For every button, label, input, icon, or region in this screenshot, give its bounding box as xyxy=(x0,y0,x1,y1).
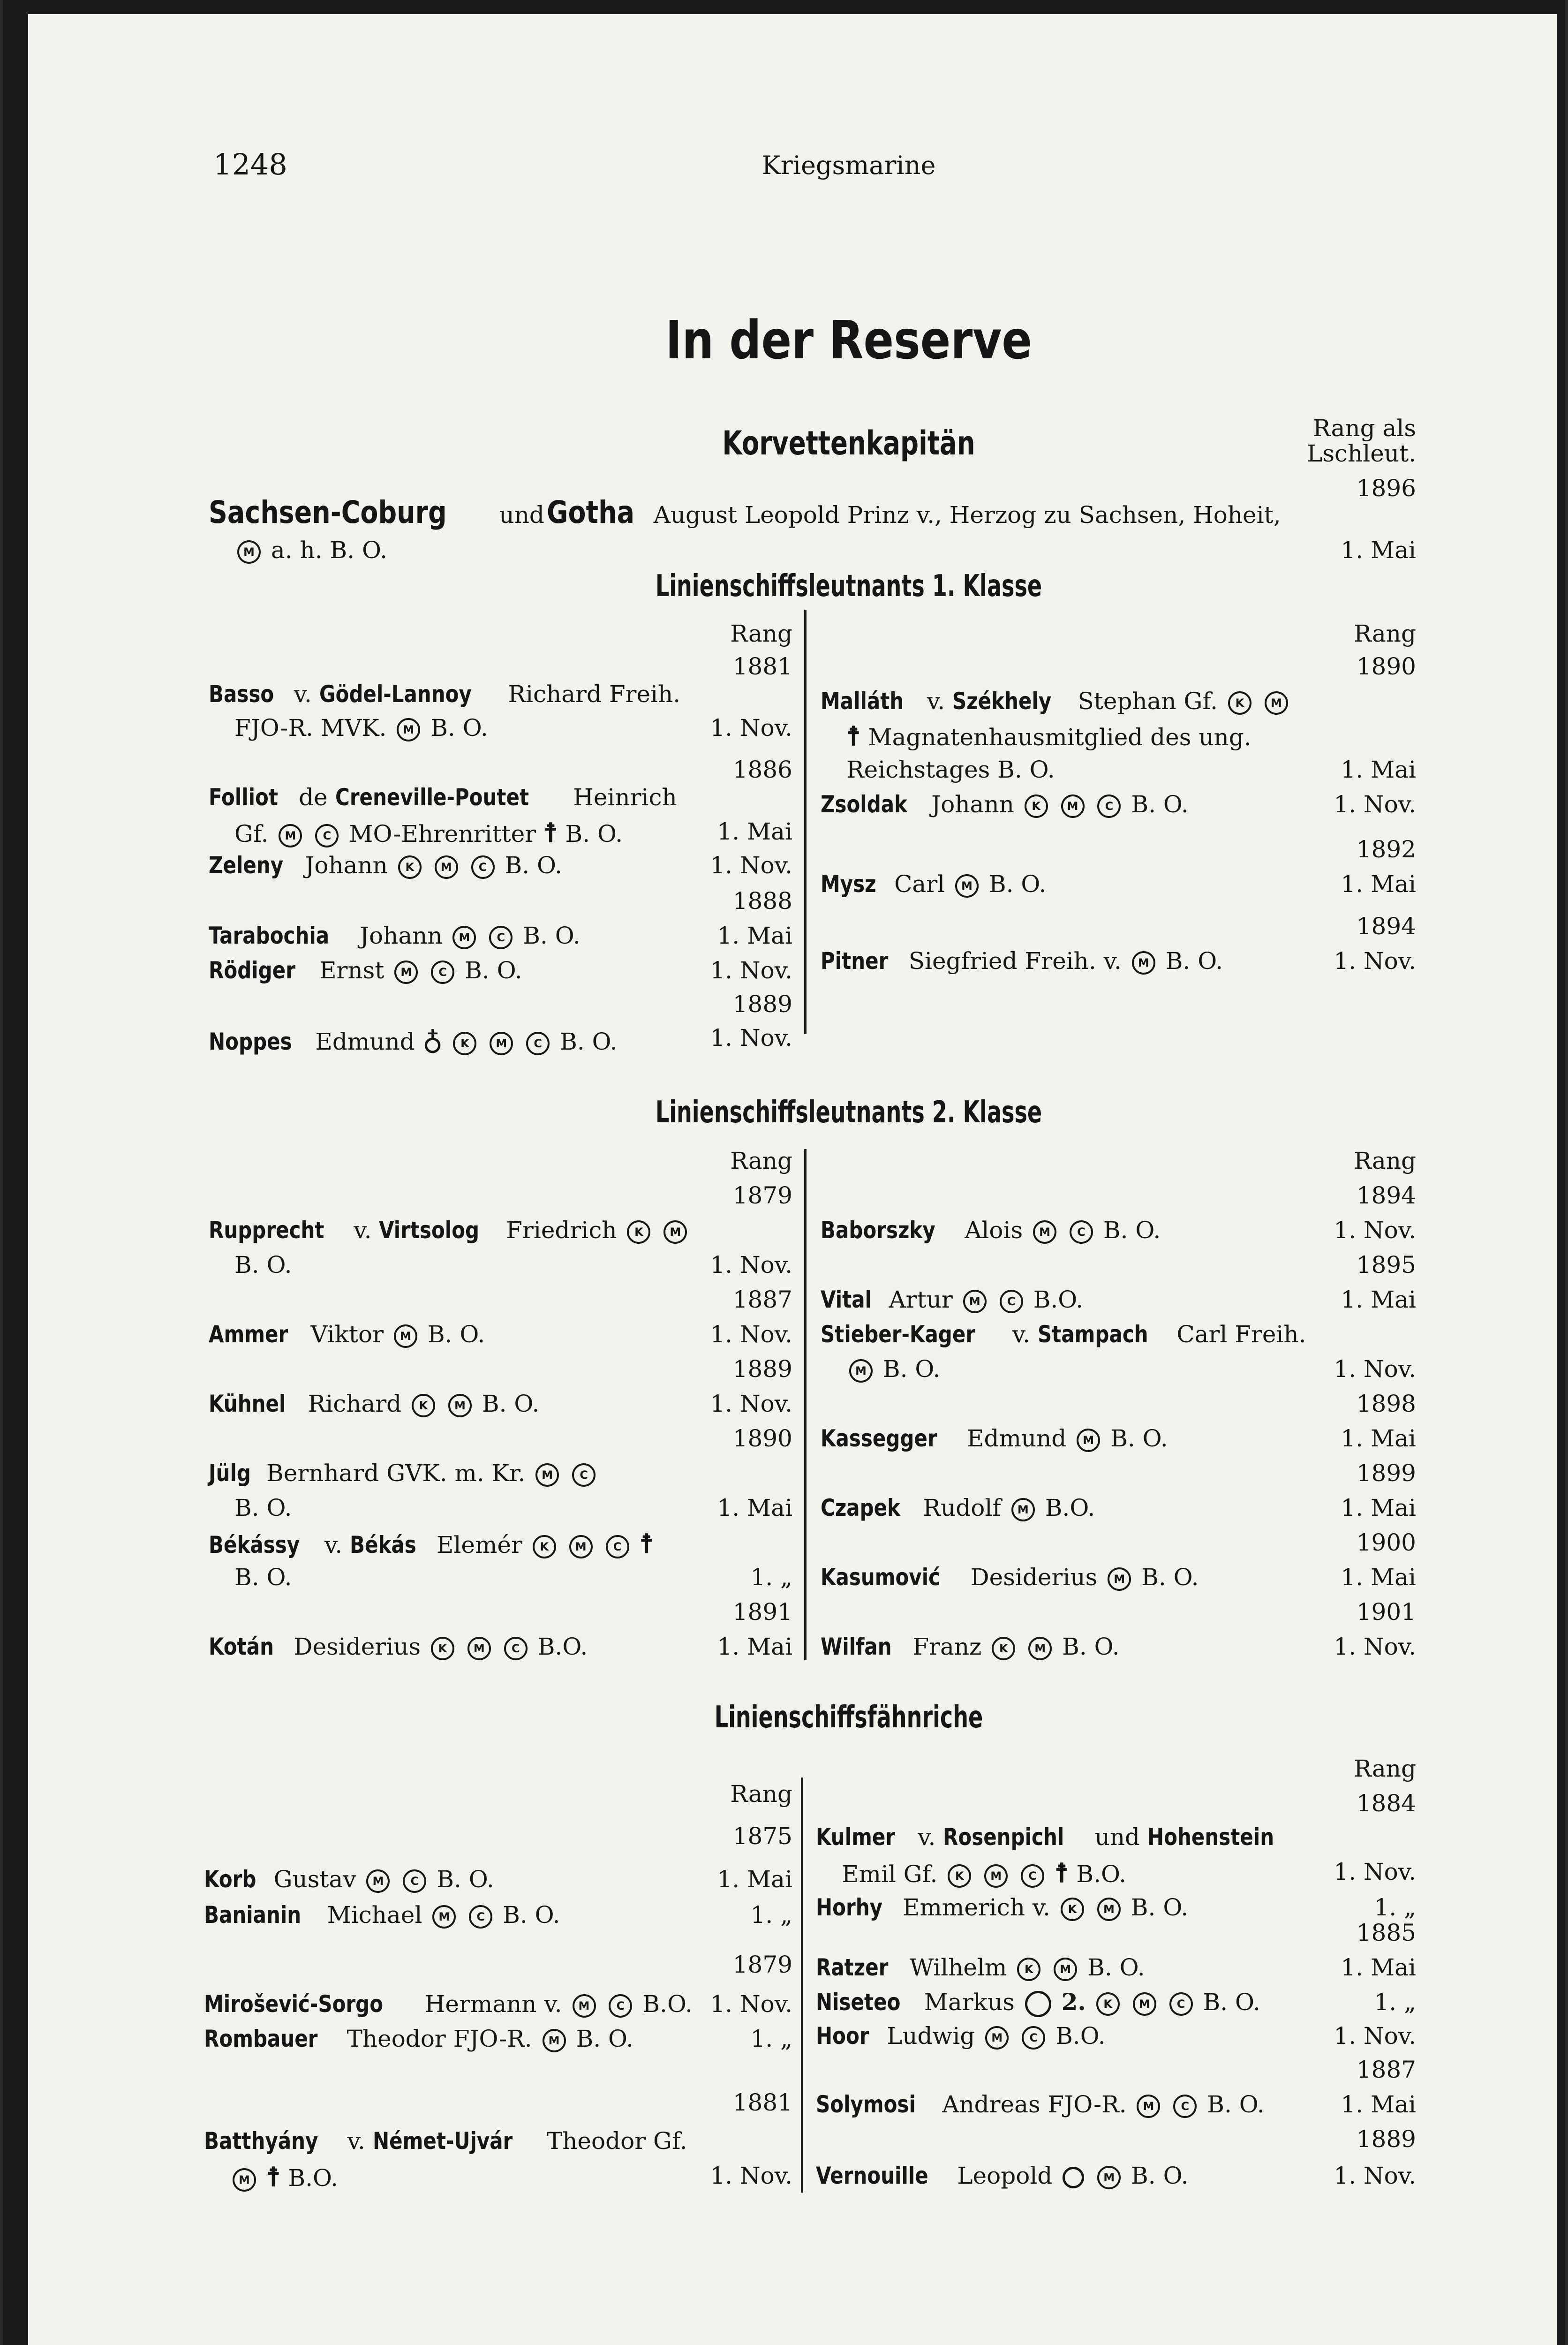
medal-c-icon: C xyxy=(1070,1220,1093,1244)
entry-name: Ratzer xyxy=(816,1954,889,1981)
entry-name: Solymosi xyxy=(816,2091,916,2118)
entry-rupprecht: Rupprecht v. Virtsolog Friedrich K M xyxy=(209,1218,690,1244)
section-heading-lsf: Linienschiffsfähnriche xyxy=(714,1700,983,1735)
rang-year: 1879 xyxy=(732,1951,792,1978)
medal-k-icon: K xyxy=(1017,1958,1040,1981)
entry-date: 1. Nov. xyxy=(1334,791,1416,818)
ring-order-icon xyxy=(1025,1991,1051,2017)
rang-year: 1890 xyxy=(1356,653,1416,680)
medal-c-icon: C xyxy=(315,824,339,847)
entry-date: 1. Nov. xyxy=(710,1251,792,1278)
medal-c-icon: C xyxy=(1097,794,1121,818)
entry-name: Kühnel xyxy=(209,1390,286,1417)
entry-date: 1. Nov. xyxy=(1334,1633,1416,1660)
medal-m-icon: M xyxy=(1265,691,1288,715)
entry-baborszky: Baborszky Alois M C B. O. xyxy=(821,1217,1161,1244)
entry-mysz: Mysz Carl M B. O. xyxy=(821,870,1047,898)
entry-hoor: Hoor Ludwig M C B.O. xyxy=(816,2022,1106,2050)
entry-name: Horhy xyxy=(816,1894,882,1921)
rang-label: Rang xyxy=(730,620,792,647)
entry-date: 1. „ xyxy=(750,2025,792,2052)
entry-name: Rosenpichl xyxy=(943,1823,1064,1851)
entry-kuehnel: Kühnel Richard K M B. O. xyxy=(209,1390,540,1417)
medal-k-icon: K xyxy=(398,855,422,879)
entry-banianin: Banianin Michael M C B. O. xyxy=(204,1901,560,1929)
entry-vital: Vital Artur M C B.O. xyxy=(821,1286,1084,1313)
entry-pitner: Pitner Siegfried Freih. v. M B. O. xyxy=(821,947,1223,975)
entry-name: Kulmer xyxy=(816,1823,896,1851)
page xyxy=(28,14,1557,2345)
medal-k-icon: K xyxy=(533,1535,556,1558)
entry-name: Gödel-Lannoy xyxy=(319,681,472,708)
entry-niseteo: Niseteo Markus 2. K M C B. O. xyxy=(816,1990,1260,2017)
entry-juelg: Jülg Bernhard GVK. m. Kr. M C xyxy=(209,1461,598,1487)
rang-year: 1889 xyxy=(732,1355,792,1383)
entry-line: M B. O. xyxy=(846,1357,940,1383)
medal-m-icon: M xyxy=(1137,2095,1160,2118)
rang-year: 1881 xyxy=(732,2089,792,2116)
medal-c-icon: C xyxy=(1022,2026,1045,2050)
medal-m-icon: M xyxy=(397,718,420,741)
entry-date: 1. Mai xyxy=(1341,1494,1416,1521)
rang-label: Rang xyxy=(730,1780,792,1808)
entry-name: Zsoldak xyxy=(821,791,908,818)
entry-name: Jülg xyxy=(209,1460,251,1487)
page-title: In der Reserve xyxy=(665,310,1032,371)
entry-line: Reichstages B. O. xyxy=(846,756,1055,783)
entry-date: 1. Nov. xyxy=(1334,1217,1416,1244)
entry-mallath: Malláth v. Székhely Stephan Gf. K M xyxy=(821,689,1291,715)
entry-date: 1. Nov. xyxy=(710,957,792,984)
entry-czapek: Czapek Rudolf M B.O. xyxy=(821,1494,1095,1521)
entry-basso: Basso v. Gödel-Lannoy Richard Freih. xyxy=(209,681,681,708)
medal-m-icon: M xyxy=(394,961,418,984)
medal-m-icon: M xyxy=(955,874,979,898)
entry-kassegger: Kassegger Edmund M B. O. xyxy=(821,1425,1168,1452)
cross-icon: ☨ xyxy=(1054,1858,1069,1889)
medal-k-icon: K xyxy=(431,1637,454,1660)
medal-m-icon: M xyxy=(279,824,302,847)
entry-mirosevic: Mirošević-Sorgo Hermann v. M C B.O. xyxy=(204,1990,693,2018)
entry-name: Korb xyxy=(204,1866,256,1893)
entry-name: Wilfan xyxy=(821,1633,892,1660)
medal-m-icon: M xyxy=(467,1637,491,1660)
entry-kasumovic: Kasumović Desiderius M B. O. xyxy=(821,1564,1199,1591)
page-number: 1248 xyxy=(213,147,287,182)
entry-text: und xyxy=(499,501,544,529)
entry-date: 1. Nov. xyxy=(1334,947,1416,975)
medal-m-icon: M xyxy=(535,1463,559,1487)
rang-year: 1884 xyxy=(1356,1790,1416,1817)
medal-k-icon: K xyxy=(948,1864,971,1888)
cross-icon: ☨ xyxy=(846,721,861,752)
medal-c-icon: C xyxy=(431,961,454,984)
rang-year: 1887 xyxy=(732,1286,792,1313)
rang-year: 1896 xyxy=(1356,475,1416,502)
entry-date: 1. Nov. xyxy=(710,714,792,741)
medal-k-icon: K xyxy=(1025,794,1048,818)
entry-line: Emil Gf. K M C ☨ B.O. xyxy=(842,1858,1126,1889)
entry-date: 1. Nov. xyxy=(1334,1858,1416,1885)
entry-date: 1. Mai xyxy=(1341,1286,1416,1313)
entry-name: Mysz xyxy=(821,870,876,898)
medal-c-icon: C xyxy=(1169,1992,1193,2016)
entry-name: Rödiger xyxy=(209,957,295,984)
entry-stieber: Stieber-Kager v. Stampach Carl Freih. xyxy=(821,1321,1306,1348)
entry-name: Kotán xyxy=(209,1633,274,1660)
entry-name: Gotha xyxy=(547,494,635,530)
medal-k-icon: K xyxy=(627,1220,650,1244)
entry-date: 1. Nov. xyxy=(710,2162,792,2189)
entry-name: Basso xyxy=(209,681,274,708)
rang-year: 1895 xyxy=(1356,1251,1416,1278)
entry-bekassy: Békássy v. Békás Elemér K M C ☨ xyxy=(209,1528,654,1559)
entry-name: Baborszky xyxy=(821,1217,935,1244)
entry-ratzer: Ratzer Wilhelm K M B. O. xyxy=(816,1954,1145,1981)
medal-m-icon: M xyxy=(663,1220,687,1244)
medal-c-icon: C xyxy=(606,1535,629,1558)
medal-m-icon: M xyxy=(435,855,458,879)
medal-m-icon: M xyxy=(543,2029,566,2052)
rang-year: 1889 xyxy=(1356,2126,1416,2153)
medal-c-icon: C xyxy=(403,1869,426,1893)
ring-icon: ♁ xyxy=(422,1024,443,1057)
entry-date: 1. „ xyxy=(750,1901,792,1929)
medal-c-icon: C xyxy=(526,1032,550,1055)
entry-horhy: Horhy Emmerich v. K M B. O. xyxy=(816,1894,1189,1921)
entry-rombauer: Rombauer Theodor FJO-R. M B. O. xyxy=(204,2025,634,2052)
entry-date: 1. Mai xyxy=(1341,537,1416,564)
entry-name: Banianin xyxy=(204,1901,302,1929)
entry-date: 1. Mai xyxy=(1341,1425,1416,1452)
entry-name: Székhely xyxy=(952,688,1052,715)
entry-date: 1. Mai xyxy=(717,818,792,845)
entry-line: M a. h. B. O. xyxy=(234,538,387,564)
medal-k-icon: K xyxy=(1061,1898,1084,1921)
entry-line: B. O. xyxy=(234,1494,292,1521)
medal-m-icon: M xyxy=(1054,1958,1077,1981)
entry-name: Mirošević-Sorgo xyxy=(204,1990,384,2018)
entry-name: Kassegger xyxy=(821,1425,937,1452)
entry-name: Hoor xyxy=(816,2022,869,2050)
rang-year: 1888 xyxy=(732,887,792,915)
rang-year: 1879 xyxy=(732,1182,792,1209)
medal-m-icon: M xyxy=(1133,1992,1156,2016)
entry-date: 1. Mai xyxy=(1341,870,1416,898)
entry-korb: Korb Gustav M C B. O. xyxy=(204,1866,494,1893)
entry-date: 1. Nov. xyxy=(710,1990,792,2018)
medal-c-icon: C xyxy=(471,855,495,879)
medal-m-icon: M xyxy=(1097,2166,1121,2189)
cross-icon: ☨ xyxy=(543,817,558,848)
entry-name: Czapek xyxy=(821,1494,901,1521)
medal-m-icon: M xyxy=(1033,1220,1056,1244)
entry-name: Hohenstein xyxy=(1147,1823,1274,1851)
medal-m-icon: M xyxy=(452,926,476,949)
entry-kotan: Kotán Desiderius K M C B.O. xyxy=(209,1633,588,1660)
medal-m-icon: M xyxy=(1061,794,1085,818)
medal-c-icon: C xyxy=(1173,2095,1197,2118)
entry-name: Rupprecht xyxy=(209,1217,324,1244)
entry-sachsen-coburg xyxy=(209,494,1281,530)
entry-zeleny: Zeleny Johann K M C B. O. xyxy=(209,852,562,879)
medal-m-icon: M xyxy=(1097,1898,1121,1921)
entry-date: 1. Mai xyxy=(1341,2091,1416,2118)
column-divider xyxy=(801,1778,803,2193)
rang-year: 1898 xyxy=(1356,1390,1416,1417)
medal-m-icon: M xyxy=(448,1394,472,1417)
medal-m-icon: M xyxy=(237,540,261,564)
rang-year: 1885 xyxy=(1356,1919,1416,1946)
entry-date: 1. Mai xyxy=(1341,1954,1416,1981)
entry-folliot: Folliot de Creneville-Poutet Heinrich xyxy=(209,784,677,811)
rang-year: 1901 xyxy=(1356,1598,1416,1626)
medal-m-icon: M xyxy=(985,2026,1009,2050)
entry-line: M ☨ B.O. xyxy=(230,2164,338,2192)
entry-text: August Leopold Prinz v., Herzog zu Sachsen, Hoheit, xyxy=(653,501,1281,529)
medal-k-icon: K xyxy=(1228,691,1251,715)
rang-year: 1892 xyxy=(1356,836,1416,863)
section-heading-lsl1: Linienschiffsleutnants 1. Klasse xyxy=(655,569,1042,604)
entry-name: Vernouille xyxy=(816,2162,928,2189)
entry-name: Vital xyxy=(821,1286,872,1313)
medal-k-icon: K xyxy=(412,1394,435,1417)
entry-date: 1. Mai xyxy=(717,922,792,949)
rang-year: 1881 xyxy=(732,653,792,680)
entry-ammer: Ammer Viktor M B. O. xyxy=(209,1321,485,1348)
entry-batthyany: Batthyány v. Német-Ujvár Theodor Gf. xyxy=(204,2127,687,2155)
rang-year: 1890 xyxy=(732,1425,792,1452)
entry-date: 1. Nov. xyxy=(710,1321,792,1348)
entry-date: 1. Mai xyxy=(717,1866,792,1893)
entry-name: Batthyány xyxy=(204,2127,318,2155)
entry-name: Rombauer xyxy=(204,2025,318,2052)
medal-c-icon: C xyxy=(1000,1290,1023,1313)
entry-name: Békássy xyxy=(209,1531,300,1558)
entry-name: Zeleny xyxy=(209,852,284,879)
entry-roediger: Rödiger Ernst M C B. O. xyxy=(209,957,522,984)
entry-date: 1. Nov. xyxy=(1334,2162,1416,2189)
medal-k-icon: K xyxy=(453,1032,476,1055)
entry-vernouille: Vernouille Leopold M B. O. xyxy=(816,2162,1189,2189)
entry-date: 1. „ xyxy=(750,1564,792,1591)
entry-line: ☨ Magnatenhausmitglied des ung. xyxy=(846,721,1251,752)
medal-m-icon: M xyxy=(1108,1567,1131,1591)
entry-name: Noppes xyxy=(209,1028,292,1055)
entry-name: Ammer xyxy=(209,1321,288,1348)
medal-m-icon: M xyxy=(573,1994,596,2018)
rang-year: 1889 xyxy=(732,991,792,1018)
entry-solymosi: Solymosi Andreas FJO-R. M C B. O. xyxy=(816,2091,1265,2118)
entry-line: FJO-R. MVK. M B. O. xyxy=(234,714,488,741)
rang-label: Rang als xyxy=(1312,415,1416,442)
medal-m-icon: M xyxy=(1011,1498,1035,1521)
section-heading-lsl2: Linienschiffsleutnants 2. Klasse xyxy=(655,1095,1042,1130)
entry-name: Niseteo xyxy=(816,1989,901,2016)
rang-label: Rang xyxy=(1354,1755,1416,1782)
medal-c-icon: C xyxy=(469,1905,492,1929)
entry-name: Tarabochia xyxy=(209,922,330,949)
entry-date: 1. Mai xyxy=(1341,756,1416,783)
entry-name: Kasumović xyxy=(821,1564,941,1591)
rang-year: 1894 xyxy=(1356,1182,1416,1209)
medal-m-icon: M xyxy=(490,1032,513,1055)
medal-k-icon: K xyxy=(992,1637,1015,1660)
entry-noppes: Noppes Edmund ♁ K M C B. O. xyxy=(209,1024,618,1057)
entry-date: 1. Nov. xyxy=(710,852,792,879)
entry-name: Creneville-Poutet xyxy=(335,784,529,811)
rang-year: 1887 xyxy=(1356,2056,1416,2083)
running-head: Kriegsmarine xyxy=(761,151,936,180)
rang-year: 1891 xyxy=(732,1598,792,1626)
entry-date: 1. Nov. xyxy=(1334,1355,1416,1383)
rang-label: Rang xyxy=(1354,620,1416,647)
entry-date: 1. Nov. xyxy=(710,1024,792,1051)
medal-m-icon: M xyxy=(432,1905,456,1929)
entry-name: Stieber-Kager xyxy=(821,1321,976,1348)
rang-year: 1900 xyxy=(1356,1529,1416,1556)
medal-c-icon: C xyxy=(609,1994,632,2018)
medal-m-icon: M xyxy=(984,1864,1008,1888)
entry-tarabochia: Tarabochia Johann M C B. O. xyxy=(209,922,580,949)
medal-m-icon: M xyxy=(569,1535,593,1558)
entry-name: Német-Ujvár xyxy=(372,2127,513,2155)
entry-name: Malláth xyxy=(821,688,904,715)
rang-year: 1899 xyxy=(1356,1460,1416,1487)
medal-c-icon: C xyxy=(572,1463,596,1487)
entry-name: Pitner xyxy=(821,947,889,975)
entry-name: Virtsolog xyxy=(379,1217,480,1244)
column-divider xyxy=(804,1149,807,1660)
medal-m-icon: M xyxy=(963,1290,987,1313)
medal-m-icon: M xyxy=(1132,951,1155,975)
rang-label: Rang xyxy=(1354,1147,1416,1174)
medal-c-icon: C xyxy=(504,1637,528,1660)
rang-year: 1886 xyxy=(732,756,792,783)
section-heading-korvettenkapitaen: Korvettenkapitän xyxy=(722,424,975,462)
entry-date: 1. Nov. xyxy=(710,1390,792,1417)
entry-wilfan: Wilfan Franz K M B. O. xyxy=(821,1633,1120,1660)
entry-name: Sachsen-Coburg xyxy=(209,494,447,530)
medal-c-icon: C xyxy=(489,926,513,949)
medal-m-icon: M xyxy=(1028,1637,1052,1660)
entry-kulmer: Kulmer v. Rosenpichl und Hohenstein xyxy=(816,1823,1274,1851)
entry-name: Folliot xyxy=(209,784,278,811)
rang-year: 1875 xyxy=(732,1823,792,1850)
entry-name: Békás xyxy=(350,1531,416,1558)
medal-m-icon: M xyxy=(849,1359,873,1383)
cross-icon: ☨ xyxy=(639,1528,654,1559)
column-divider xyxy=(804,610,807,1034)
entry-date: 1. Nov. xyxy=(1334,2022,1416,2050)
medal-k-icon: K xyxy=(1096,1992,1120,2016)
entry-date: 1. Mai xyxy=(1341,1564,1416,1591)
entry-line: B. O. xyxy=(234,1251,292,1278)
entry-date: 1. „ xyxy=(1374,1894,1416,1921)
rang-year: 1894 xyxy=(1356,913,1416,940)
medal-m-icon: M xyxy=(394,1324,417,1348)
entry-line: Gf. M C MO-Ehrenritter ☨ B. O. xyxy=(234,817,623,848)
entry-date: 1. Mai xyxy=(717,1494,792,1521)
dot-order-icon xyxy=(1063,2167,1084,2188)
entry-date: 1. Mai xyxy=(717,1633,792,1660)
entry-date: 1. „ xyxy=(1374,1989,1416,2016)
cross-icon: ☨ xyxy=(266,2162,281,2193)
medal-m-icon: M xyxy=(233,2168,256,2192)
medal-c-icon: C xyxy=(1021,1864,1044,1888)
medal-m-icon: M xyxy=(1077,1429,1100,1452)
entry-line: B. O. xyxy=(234,1564,292,1591)
medal-m-icon: M xyxy=(366,1869,390,1893)
rang-label: Lschleut. xyxy=(1307,440,1416,467)
entry-name: Stampach xyxy=(1037,1321,1148,1348)
entry-zsoldak: Zsoldak Johann K M C B. O. xyxy=(821,791,1189,818)
rang-label: Rang xyxy=(730,1147,792,1174)
